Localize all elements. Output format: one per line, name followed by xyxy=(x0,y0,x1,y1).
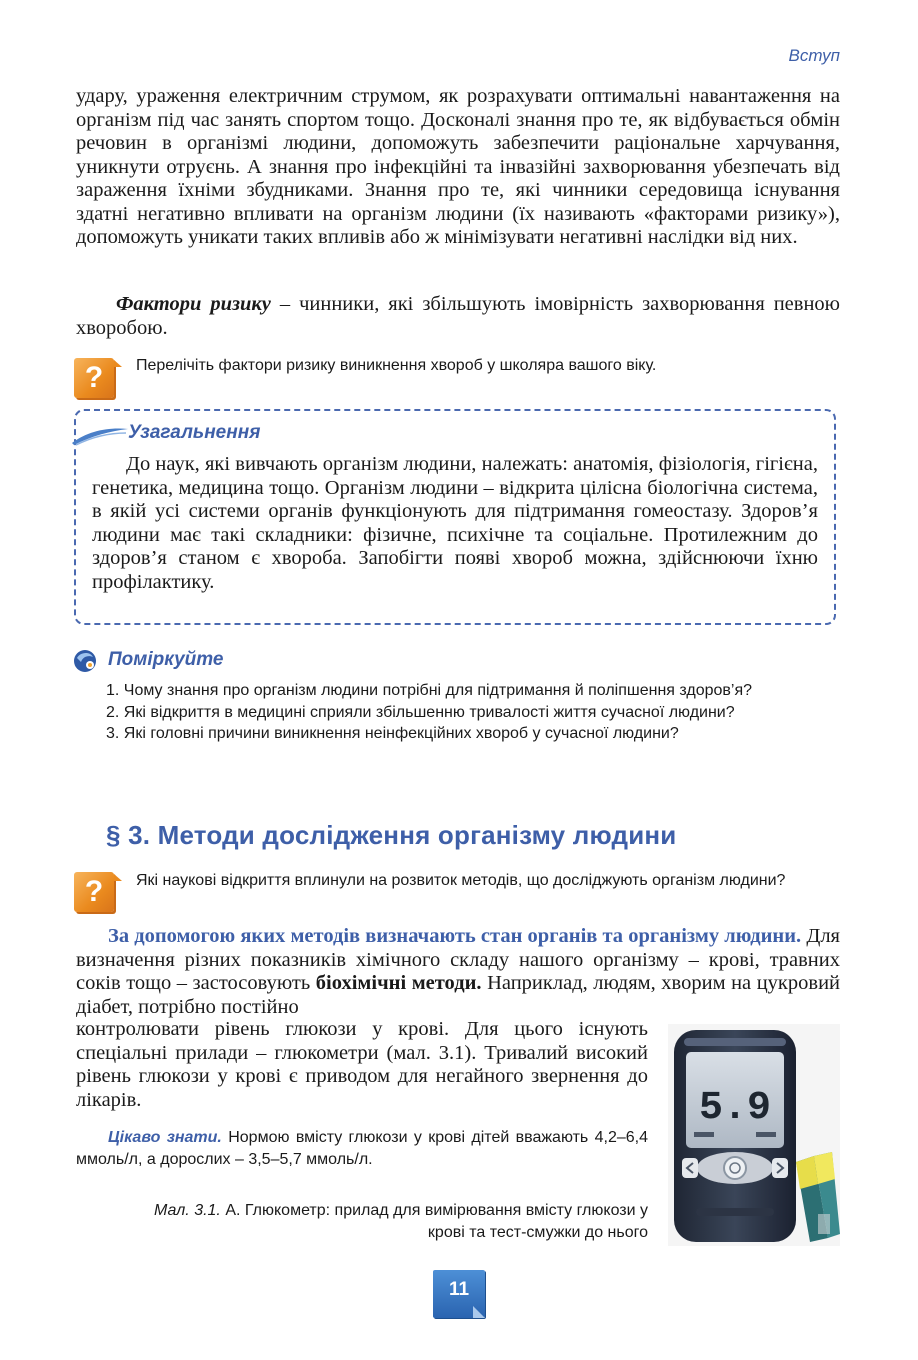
glucometer-image xyxy=(668,1024,840,1246)
think-list xyxy=(76,680,840,745)
think-icon xyxy=(72,648,98,674)
list-item: 2. Які відкриття в медицині сприяли збільшенню тривалості життя сучасної людини? xyxy=(106,703,735,721)
methods-text-2: Наприклад, людям, хворим на цукровий діабет, потрібно постійно xyxy=(76,972,841,1018)
swoosh-icon xyxy=(70,423,130,447)
glucometer-display: 5.9 xyxy=(698,1086,772,1131)
risk-term: Фактори ризику xyxy=(116,293,271,315)
question-icon: ? xyxy=(74,358,114,398)
think-title: Поміркуйте xyxy=(108,649,224,670)
risk-definition-text: – чинники, які збільшують імовірність захворювання певною хворобою. xyxy=(76,293,840,339)
list-item: 1. Чому знання про організм людини потрібні для підтримання й поліпшення здоров’я? xyxy=(106,682,753,699)
fact-box xyxy=(76,1127,648,1170)
fact-text: Нормою вмісту глюкози у крові дітей вважають 4,2–6,4 ммоль/л, а дорослих – 3,5–5,7 ммоль/л. xyxy=(76,1129,648,1168)
methods-paragraph xyxy=(76,925,840,1019)
list-item: 3. Які головні причини виникнення неінфекційних хвороб у сучасної людини? xyxy=(106,725,679,742)
methods-runin-heading: За допомогою яких методів визначають стан органів та організму людини. xyxy=(108,925,802,947)
risk-definition xyxy=(76,293,840,340)
intro-paragraph: удару, ураження електричним струмом, як розрахувати оптимальні навантаження на організм під час занять спортом тощо. Досконалі знання про те, як відбувається обмін речовин в організмі людини, допоможуть забезпечити раціональне харчування, уникнути отруєнь. А знання про інфекційні та інвазійні захворювання убезпечать від зараження їхніми збудниками. Знання про те, які чинники середовища існування здатні негативно впливати на організм людини (їх називають «факторами ризику»), допоможуть уникати таких впливів або ж мінімізувати негативні наслідки від них. xyxy=(76,85,840,248)
question-icon: ? xyxy=(74,872,114,912)
glucose-paragraph: контролювати рівень глюкози у крові. Для цього існують спеціальні прилади – глюкометри (мал. 3.1). Тривалий високий рівень глюкози у крові є приводом для негайного звернення до лікарів. xyxy=(76,1018,648,1111)
summary-text: До наук, які вивчають організм людини, належать: анатомія, фізіологія, гігієна, генетика, медицина тощо. Організм людини – відкрита цілісна біологічна система, в якій усі системи органів функціонують для підтримання гомеостазу. Здоров’я людини має такі складники: фізичне, психічне та соціальне. Протилежним до здоров’я станом є хвороба. Запобігти появі хвороб можна, здійснюючи їхню профілактику. xyxy=(92,453,818,593)
page-number: 11 xyxy=(433,1270,485,1318)
figure-caption xyxy=(150,1200,648,1243)
methods-bold-term: біохімічні методи. xyxy=(315,972,482,994)
methods-text-1: Для визначення різних показників хімічного складу нашого організму – крові, травних соків тощо – застосовують xyxy=(76,925,840,994)
section-label: Вступ xyxy=(788,46,840,65)
question-2-text: Які наукові відкриття вплинули на розвиток методів, що досліджують організм людини? xyxy=(136,872,786,889)
question-1-text: Перелічіть фактори ризику виникнення хвороб у школяра вашого віку. xyxy=(136,357,657,374)
caption-number: Мал. 3.1. xyxy=(154,1202,221,1219)
section-heading: § 3. Методи дослідження організму людини xyxy=(106,820,677,850)
summary-title: Узагальнення xyxy=(128,422,261,443)
caption-text: А. Глюкометр: прилад для вимірювання вмісту глюкози у крові та тест-смужки до нього xyxy=(220,1202,648,1241)
fact-label: Цікаво знати. xyxy=(108,1129,222,1146)
